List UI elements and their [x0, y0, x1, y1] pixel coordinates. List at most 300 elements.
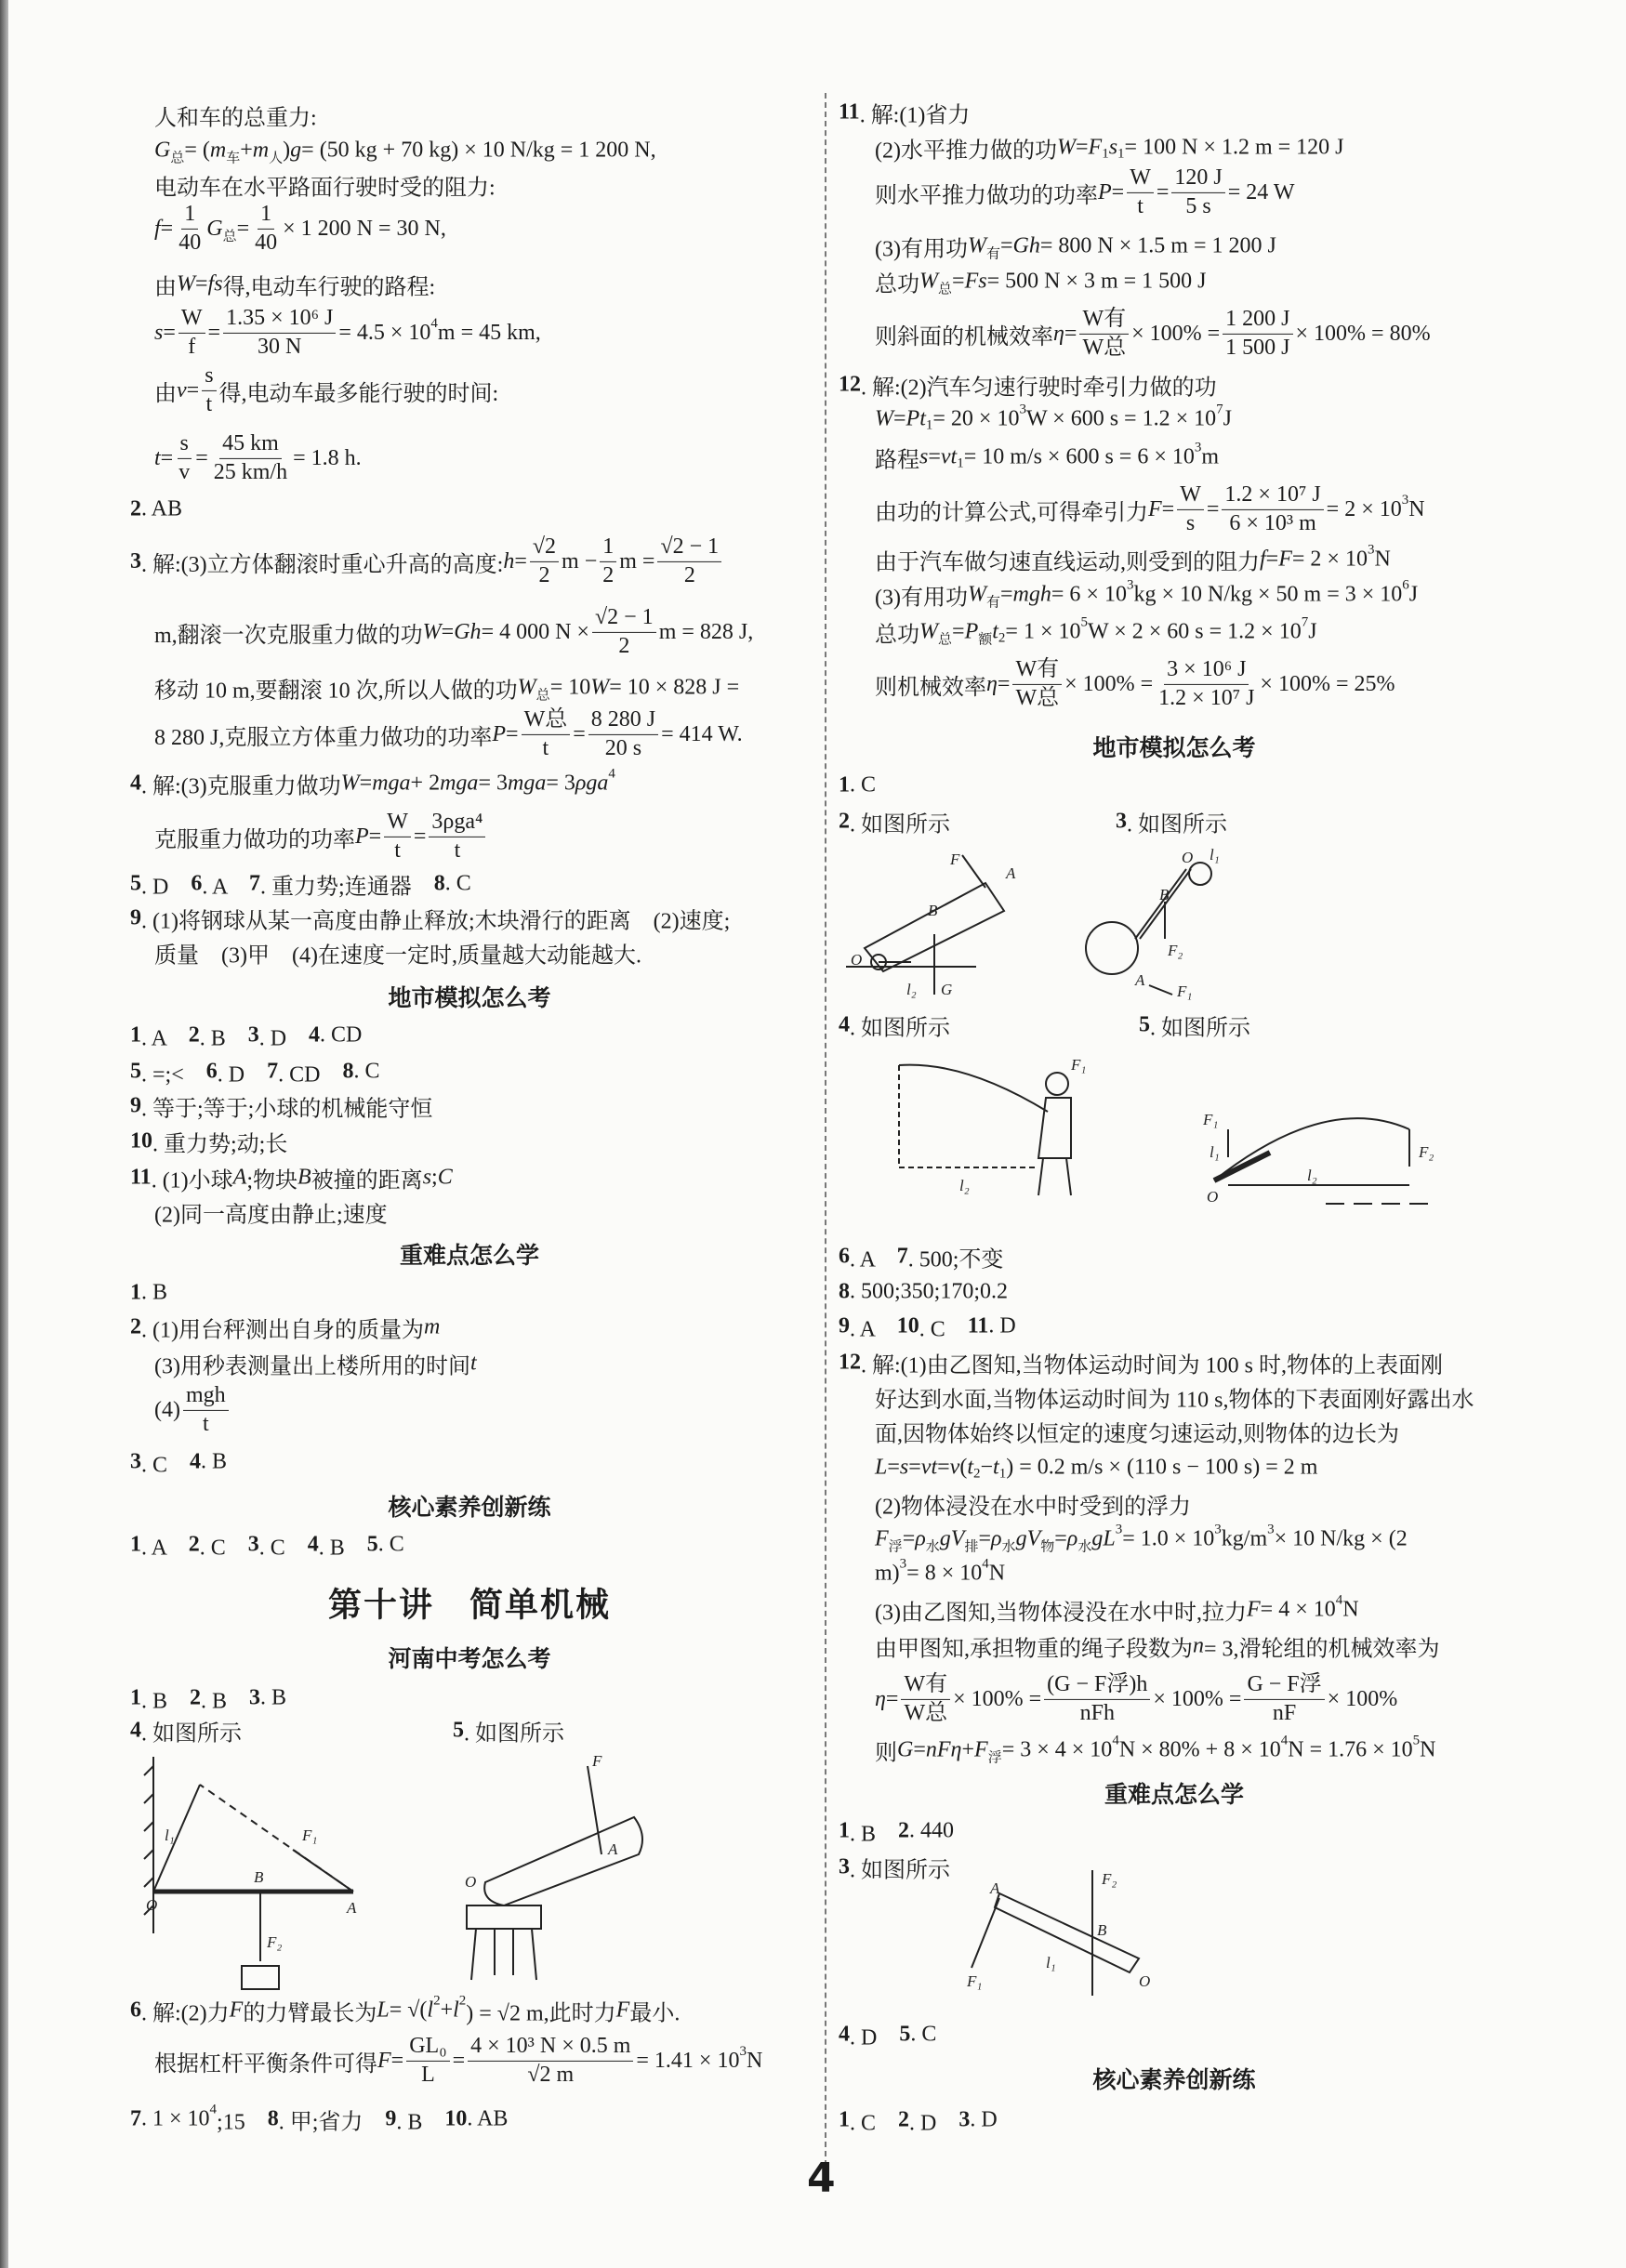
right-answer-line	[875, 132, 1344, 165]
math-symbol: s	[154, 320, 164, 345]
left-answer-line	[130, 1715, 242, 1747]
question-number: 8	[342, 1059, 354, 1084]
superscript: 7	[1216, 402, 1223, 417]
question-number: 6	[191, 871, 203, 896]
math-symbol: η	[875, 1686, 886, 1711]
text-run: . C	[377, 1532, 404, 1557]
question-number: 2	[839, 809, 850, 834]
text-run: . 解:(1)由乙图知,当物体运动时间为 100 s 时,物体的上表面刚	[861, 1353, 1443, 1378]
fraction	[211, 431, 290, 485]
fraction	[223, 306, 336, 360]
left-answer-line	[154, 99, 317, 132]
fraction-numerator: √2 − 1	[592, 605, 656, 633]
math-symbol: vt	[920, 1455, 938, 1480]
fraction	[522, 707, 571, 761]
question-number: 10	[444, 2106, 468, 2131]
text-run: = 3 × 4 × 10	[1001, 1737, 1113, 1762]
fraction	[530, 534, 559, 588]
text-run: . 重力势;动;长	[152, 1132, 288, 1157]
fraction-numerator: 4 × 10³ N × 0.5 m	[468, 2034, 633, 2062]
text-run: ;	[431, 1165, 438, 1190]
text-run: . 解:(1)省力	[859, 103, 971, 128]
fig-label: B	[1159, 886, 1170, 903]
text-run: . C	[258, 1536, 308, 1561]
math-symbol: m	[209, 138, 227, 163]
fig-label: l₁	[165, 1826, 175, 1844]
subscript: 总	[170, 151, 185, 166]
fraction-denominator: 1.2 × 10⁷ J	[1158, 685, 1255, 710]
fraction-denominator: t	[205, 391, 213, 416]
text-run: =	[163, 320, 176, 345]
text-run: = (50 kg + 70 kg) × 10 N/kg = 1 200 N,	[301, 138, 656, 163]
fraction-denominator: 1 500 J	[1225, 335, 1290, 360]
fig-label: F	[950, 850, 960, 868]
math-symbol: l	[427, 1998, 434, 2023]
text-run: . D	[141, 875, 192, 900]
fraction-numerator: 1 200 J	[1223, 307, 1292, 335]
text-run: =	[1000, 582, 1013, 607]
question-number: 8	[433, 871, 445, 896]
left-answer-line	[130, 768, 615, 800]
text-run: . 解:(3)克服重力做功	[141, 774, 341, 799]
math-symbol: W	[1056, 135, 1076, 160]
text-run: 由	[154, 275, 177, 300]
text-run: = 3,滑轮组的机械效率为	[1204, 1637, 1440, 1662]
text-run: (2)同一高度由静止;速度	[154, 1203, 388, 1228]
math-symbol: Pt	[906, 406, 926, 431]
right-answer-line	[875, 1381, 1474, 1414]
left-answer-line	[130, 1162, 453, 1194]
subscript: 有	[985, 246, 1000, 262]
left-answer-line	[154, 1196, 388, 1229]
math-symbol: s	[1108, 135, 1118, 160]
right-answer-line	[839, 2104, 998, 2137]
fig-label: B	[254, 1868, 264, 1886]
text-run: . 解:(3)立方体翻滚时重心升高的高度:	[141, 552, 504, 577]
fig-label: l₁	[1210, 1143, 1220, 1161]
text-run: =	[902, 1526, 916, 1551]
question-number: 5	[130, 1059, 141, 1084]
right-answer-line	[839, 97, 970, 129]
math-symbol: F	[974, 1737, 988, 1762]
fig-label: l₁	[1046, 1954, 1056, 1971]
text-run: =	[160, 216, 174, 241]
text-run: 克服重力做功的功率	[154, 827, 355, 852]
fraction-denominator: s	[1185, 510, 1196, 535]
math-symbol: G	[154, 138, 171, 163]
left-answer-line	[130, 1312, 440, 1344]
math-symbol: ρ	[1066, 1526, 1078, 1551]
section-heading: 河南中考怎么考	[388, 1645, 551, 1672]
right-answer-line	[1116, 806, 1227, 838]
text-run: N = 1.76 × 10	[1288, 1737, 1413, 1762]
question-number: 1	[130, 1280, 141, 1305]
question-number: 3	[839, 1854, 850, 1879]
text-run: (3)有用功	[875, 586, 968, 611]
text-run: m = 45 km,	[437, 320, 541, 345]
fraction-numerator: 8 280 J	[588, 707, 658, 735]
text-run: . D	[258, 1026, 310, 1051]
text-run: =	[913, 1737, 926, 1762]
text-run: =	[441, 619, 455, 644]
fig-label: F₁	[967, 1972, 983, 1990]
text-run: . A	[850, 1317, 897, 1342]
fishing-rod-figure	[1186, 1111, 1437, 1213]
question-number: 6	[839, 1244, 850, 1269]
superscript: 4	[982, 1556, 989, 1572]
text-run: m = 828 J,	[658, 619, 754, 644]
superscript: 6	[1402, 577, 1409, 593]
question-number: 9	[130, 905, 141, 930]
math-symbol: P	[492, 721, 507, 746]
fraction-denominator: 2	[618, 633, 630, 658]
fig-label: A	[1006, 864, 1016, 882]
text-run: 则	[875, 1741, 897, 1766]
text-run: . 500;350;170;0.2	[850, 1279, 1009, 1304]
subscript: 1	[957, 455, 964, 471]
superscript: 3	[1126, 577, 1134, 593]
left-answer-line	[130, 1056, 379, 1088]
text-run: = 800 N × 1.5 m = 1 200 J	[1039, 233, 1276, 258]
fraction	[202, 363, 216, 417]
left-answer-line	[154, 605, 753, 659]
left-answer-line	[130, 903, 730, 935]
text-run: 的力臂最长为	[243, 2001, 377, 2026]
text-run: J	[1223, 406, 1232, 431]
math-symbol: l	[453, 1998, 459, 2023]
superscript: 3	[739, 2043, 747, 2059]
math-symbol: Gh	[1012, 233, 1040, 258]
text-run: . 如图所示	[141, 1721, 242, 1747]
question-number: 3	[1116, 809, 1127, 834]
right-answer-line	[875, 1630, 1440, 1663]
superscript: 3	[899, 1556, 907, 1572]
text-run: N	[1342, 1597, 1359, 1622]
text-run: . B	[141, 1280, 168, 1305]
fig-label: F₂	[1419, 1143, 1434, 1161]
text-run: . D	[909, 2111, 959, 2136]
section-heading: 核心素养创新练	[1092, 2066, 1256, 2093]
text-run: . B	[201, 1449, 228, 1474]
fraction-denominator: 2	[602, 562, 615, 587]
text-run: 得,电动车行驶的路程:	[222, 275, 436, 300]
superscript: 7	[1301, 614, 1309, 630]
fig-label: F₂	[267, 1933, 283, 1951]
text-run: = 1 × 10	[1005, 619, 1081, 644]
text-run: =	[1111, 179, 1125, 204]
fraction-numerator: s	[178, 431, 192, 459]
text-run: =	[1206, 496, 1220, 521]
question-number: 3	[249, 1685, 261, 1710]
text-run: =	[908, 1455, 921, 1480]
question-number: 5	[899, 2022, 911, 2047]
subscript: 额	[978, 632, 993, 648]
subscript: 1	[925, 417, 933, 433]
superscript: 4	[1280, 1733, 1289, 1748]
subscript: 总	[938, 282, 953, 297]
superscript: 3	[1115, 1522, 1123, 1537]
superscript: 5	[1412, 1733, 1421, 1748]
math-symbol: G	[897, 1737, 914, 1762]
text-run: × 1 200 N = 30 N,	[283, 216, 446, 241]
question-number: 9	[385, 2106, 397, 2131]
text-run: = (	[184, 138, 210, 163]
text-run: + 2	[410, 771, 441, 796]
text-run: 则斜面的机械效率	[875, 324, 1053, 349]
fraction-denominator: W总	[904, 1700, 948, 1725]
fraction	[1177, 482, 1204, 536]
text-run: . C	[353, 1059, 380, 1084]
right-answer-line	[875, 482, 1425, 536]
superscript: 2	[433, 1993, 441, 2009]
superscript: 3	[1019, 402, 1026, 417]
superscript: 4	[430, 315, 438, 331]
text-run: = 10 × 828 J =	[609, 675, 740, 700]
fraction-numerator: W	[178, 306, 205, 334]
question-number: 4	[307, 1532, 319, 1557]
text-run: . 如图所示	[1127, 812, 1227, 837]
left-answer-line	[154, 202, 446, 256]
text-run: × 100% =	[1153, 1686, 1242, 1711]
question-number: 2	[190, 1685, 202, 1710]
math-symbol: W	[340, 771, 360, 796]
fraction	[176, 431, 192, 485]
fraction-numerator: W	[1127, 165, 1154, 193]
text-run: =	[1265, 547, 1279, 572]
math-symbol: A	[232, 1165, 247, 1190]
scan-edge	[0, 0, 8, 2268]
text-run: . B	[260, 1685, 287, 1710]
question-number: 3	[247, 1022, 259, 1048]
question-number: 3	[247, 1532, 259, 1557]
math-symbol: gV	[1015, 1526, 1041, 1551]
text-run: =	[937, 1455, 950, 1480]
text-run: m −	[562, 548, 598, 574]
fig-label: F₁	[302, 1826, 318, 1844]
text-run: =	[997, 671, 1011, 696]
right-answer-line	[875, 1734, 1436, 1767]
fraction	[176, 202, 204, 256]
fraction-denominator: 2	[538, 562, 550, 587]
text-run: = 1.8 h.	[293, 445, 362, 470]
question-number: 10	[896, 1313, 919, 1338]
text-run: . (1)用台秤测出自身的质量为	[141, 1318, 424, 1343]
right-answer-line	[875, 442, 1219, 474]
text-run: . C	[850, 772, 877, 798]
right-answer-line	[875, 402, 1232, 433]
text-run: m)	[875, 1561, 900, 1586]
text-run: . B	[850, 1822, 899, 1847]
question-number: 4	[130, 771, 141, 796]
fraction-numerator: W	[1177, 482, 1204, 510]
math-symbol: nFη	[925, 1737, 962, 1762]
text-run: . AB	[141, 496, 183, 521]
fraction-denominator: t	[542, 735, 549, 760]
ring-lever-figure	[1070, 846, 1247, 1004]
subscript: 2	[973, 1466, 981, 1482]
right-answer-line	[839, 369, 1217, 402]
fraction	[1244, 1672, 1324, 1726]
fraction-numerator: W有	[1012, 657, 1062, 685]
fraction-denominator: 20 s	[604, 735, 642, 760]
text-run: N	[988, 1561, 1006, 1586]
math-symbol: gV	[939, 1526, 965, 1551]
text-run: =	[1064, 321, 1077, 346]
text-run: . D	[217, 1062, 268, 1088]
question-number: 5	[453, 1718, 464, 1743]
text-run: . 重力势;连通器	[260, 875, 434, 900]
text-run: 好达到水面,当物体运动时间为 110 s,物体的下表面刚好露出水	[875, 1388, 1474, 1413]
text-run: (2)物体浸没在水中时受到的浮力	[875, 1495, 1191, 1520]
text-run: =	[885, 1686, 899, 1711]
fraction-denominator: 6 × 10³ m	[1229, 510, 1316, 535]
question-number: 7	[896, 1244, 908, 1269]
math-symbol: f	[1260, 547, 1266, 572]
text-run: . 解:(2)汽车匀速行驶时牵引力做的功	[861, 376, 1217, 401]
text-run: × 100% =	[953, 1686, 1042, 1711]
text-run: N	[1374, 547, 1391, 572]
math-symbol: vt	[940, 444, 958, 469]
fig-label: F₂	[1102, 1870, 1117, 1888]
text-run: . 500;不变	[907, 1247, 1004, 1272]
text-run: (3)有用功	[875, 237, 968, 262]
fraction	[406, 2034, 449, 2088]
text-run: . B	[318, 1536, 367, 1561]
text-run: (4)	[154, 1397, 180, 1422]
text-run: ) = 0.2 m/s × (110 s − 100 s) = 2 m	[1006, 1455, 1318, 1480]
text-run: . 如图所示	[464, 1721, 564, 1747]
text-run: . AB	[467, 2106, 509, 2131]
question-number: 8	[839, 1279, 850, 1304]
section-heading: 重难点怎么学	[399, 1242, 540, 1269]
right-answer-line	[875, 1456, 1317, 1481]
question-number: 2	[898, 1818, 910, 1843]
left-answer-line	[154, 363, 498, 417]
fraction-denominator: √2 m	[527, 2062, 575, 2087]
question-number: 5	[366, 1532, 378, 1557]
text-run: ;15	[217, 2110, 268, 2135]
right-answer-line	[875, 544, 1391, 576]
text-run: J	[1408, 582, 1419, 607]
text-run: = 4.5 × 10	[338, 320, 431, 345]
fig-label: A	[608, 1840, 618, 1858]
fig-label: O	[851, 951, 863, 969]
left-answer-line	[154, 138, 656, 164]
section-heading: 地市模拟怎么考	[1092, 734, 1256, 761]
fraction-numerator: 1	[600, 534, 616, 562]
question-number: 3	[130, 1449, 141, 1474]
question-number: 4	[839, 1012, 850, 1037]
fig-label: O	[1182, 849, 1194, 866]
text-run: . 解:(2)力	[141, 2001, 230, 2026]
text-run: =	[928, 444, 941, 469]
text-run: =	[368, 824, 382, 849]
fig-label: O	[1139, 1972, 1151, 1990]
fraction	[1156, 657, 1257, 711]
text-run: =	[413, 824, 427, 849]
math-symbol: g	[290, 138, 302, 163]
text-run: =	[1161, 496, 1175, 521]
text-run: 由	[154, 381, 177, 406]
math-symbol: m	[252, 138, 270, 163]
text-run: =	[195, 271, 208, 297]
text-run: )	[283, 138, 291, 163]
text-run: = 4 × 10	[1260, 1597, 1336, 1622]
fraction	[657, 534, 721, 588]
math-symbol: mga	[507, 771, 547, 796]
math-symbol: m	[423, 1314, 441, 1339]
right-answer-line	[875, 579, 1418, 612]
math-symbol: F	[229, 1998, 244, 2023]
question-number: 12	[839, 1350, 861, 1375]
fraction-numerator: 1	[258, 202, 274, 230]
math-symbol: P	[964, 619, 979, 644]
text-run: × 100%	[1327, 1686, 1398, 1711]
fig-label: F₁	[1071, 1056, 1087, 1074]
math-symbol: t	[154, 445, 161, 470]
fig-label: F₁	[1177, 982, 1193, 1000]
right-answer-line	[839, 1311, 1016, 1343]
text-run: . CD	[278, 1062, 343, 1088]
text-run: 总功	[875, 623, 919, 648]
question-number: 6	[130, 1998, 141, 2023]
right-answer-line	[875, 1488, 1191, 1521]
question-number: 7	[130, 2106, 141, 2131]
superscript: 3	[1401, 492, 1409, 508]
text-run: +	[240, 138, 253, 163]
text-run: = 10 m/s × 600 s = 6 × 10	[963, 444, 1195, 469]
text-run: =	[359, 771, 373, 796]
left-answer-line	[130, 1446, 227, 1479]
fig-label: F₁	[1203, 1111, 1219, 1128]
text-run: . (1)将钢球从某一高度由静止释放;木块滑行的距离 (2)速度;	[141, 909, 731, 934]
fraction-denominator: f	[188, 334, 196, 359]
superscript: 5	[1080, 614, 1088, 630]
subscript: 水	[925, 1539, 940, 1555]
subscript: 1	[998, 1466, 1007, 1482]
text-run: =	[1054, 1526, 1067, 1551]
text-run: = 8 × 10	[906, 1561, 983, 1586]
chapter-title: 第十讲 简单机械	[327, 1586, 612, 1625]
fraction	[901, 1672, 950, 1726]
subscript: 排	[964, 1539, 979, 1555]
text-run: +	[440, 1998, 454, 2023]
text-run: m,翻滚一次克服重力做的功	[154, 623, 423, 648]
text-run: =	[506, 721, 519, 746]
lever-wall-figure	[144, 1747, 377, 1989]
text-run: =	[186, 377, 200, 402]
text-run: W × 2 × 60 s = 1.2 × 10	[1088, 619, 1302, 644]
fisherman-figure	[890, 1056, 1104, 1205]
fig-label: B	[1097, 1921, 1107, 1939]
text-run: N	[746, 2048, 763, 2073]
math-symbol: v	[949, 1455, 960, 1480]
text-run: . 440	[909, 1818, 955, 1843]
subscript: 车	[226, 151, 241, 166]
math-symbol: t	[993, 1455, 999, 1480]
fig-label: G	[941, 981, 953, 998]
question-number: 1	[130, 1532, 141, 1557]
left-answer-line	[130, 1281, 167, 1306]
text-run: 则水平推力做功的功率	[875, 183, 1098, 208]
text-run: . C	[141, 1453, 191, 1478]
fraction-denominator: t	[202, 1411, 209, 1436]
math-symbol: gL	[1091, 1526, 1116, 1551]
question-number: 2	[188, 1532, 200, 1557]
text-run: 由功的计算公式,可得牵引力	[875, 500, 1148, 525]
text-run: =	[952, 619, 965, 644]
text-run: = √(	[389, 1998, 428, 2023]
